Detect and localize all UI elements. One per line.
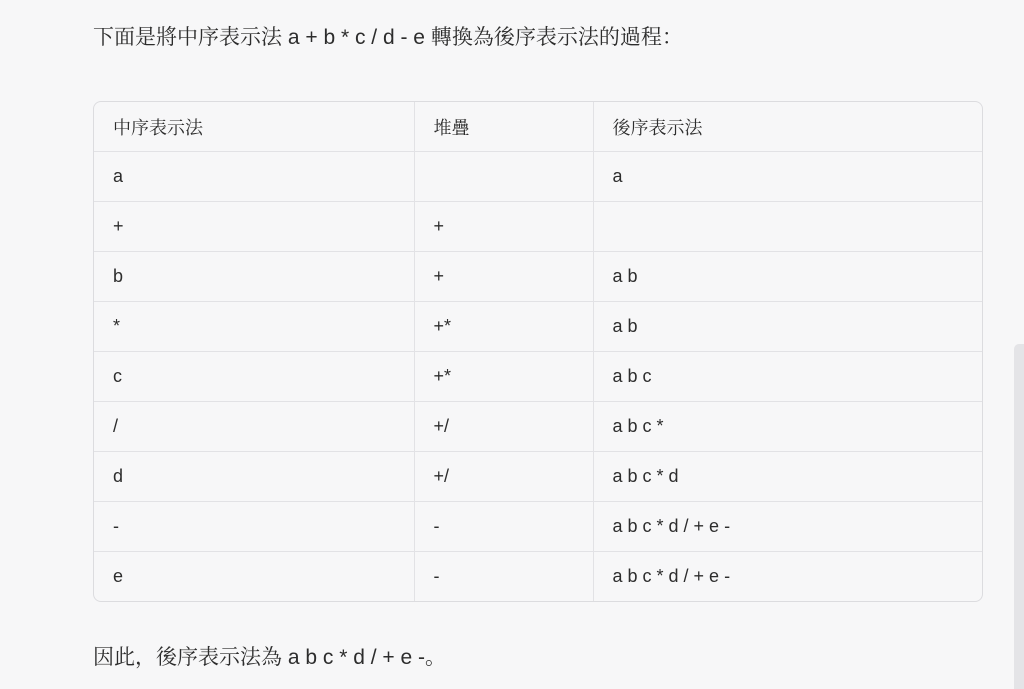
table-row xyxy=(94,402,982,452)
cell-postfix: a b c * xyxy=(593,402,982,452)
cell-postfix: a b c * d / + e - xyxy=(593,502,982,552)
header-postfix: 後序表示法 xyxy=(593,102,982,152)
cell-stack: +* xyxy=(414,302,593,352)
header-infix: 中序表示法 xyxy=(94,102,414,152)
cell-infix: * xyxy=(94,302,414,352)
cell-postfix: a b c xyxy=(593,352,982,402)
table-row xyxy=(94,152,982,202)
cell-infix: + xyxy=(94,202,414,252)
conversion-table xyxy=(93,101,983,602)
cell-stack: + xyxy=(414,252,593,302)
cell-stack: - xyxy=(414,502,593,552)
table-row xyxy=(94,352,982,402)
cell-stack: - xyxy=(414,552,593,602)
intro-text: 下面是將中序表示法 a + b * c / d - e 轉換為後序表示法的過程： xyxy=(93,26,683,49)
table-row xyxy=(94,202,982,252)
cell-stack: +/ xyxy=(414,402,593,452)
cell-postfix: a b c * d / + e - xyxy=(612,566,731,586)
table-row xyxy=(94,302,982,352)
cell-stack: + xyxy=(414,202,593,252)
conclusion-text: 因此，後序表示法為 a b c * d / + e -。 xyxy=(93,646,446,669)
cell-postfix xyxy=(593,202,982,252)
cell-postfix: a b xyxy=(593,302,982,352)
cell-infix: d xyxy=(94,452,414,502)
cell-stack: +* xyxy=(414,352,593,402)
cell-infix: - xyxy=(94,502,414,552)
table-row xyxy=(94,552,982,602)
table-row xyxy=(94,452,982,502)
table-row xyxy=(94,502,982,552)
cell-postfix: a xyxy=(593,152,982,202)
cell-infix: a xyxy=(94,152,414,202)
cell-postfix: a b c * d xyxy=(593,452,982,502)
cell-infix: b xyxy=(94,252,414,302)
cell-infix: e xyxy=(94,552,414,602)
table-row xyxy=(94,252,982,302)
header-stack: 堆疊 xyxy=(414,102,593,152)
cell-postfix: a b xyxy=(593,252,982,302)
cell-stack: +/ xyxy=(414,452,593,502)
table-header-row xyxy=(94,102,982,152)
cell-infix: / xyxy=(94,402,414,452)
cell-stack xyxy=(414,152,593,202)
cell-infix: c xyxy=(94,352,414,402)
scrollbar-thumb[interactable] xyxy=(1014,344,1024,689)
